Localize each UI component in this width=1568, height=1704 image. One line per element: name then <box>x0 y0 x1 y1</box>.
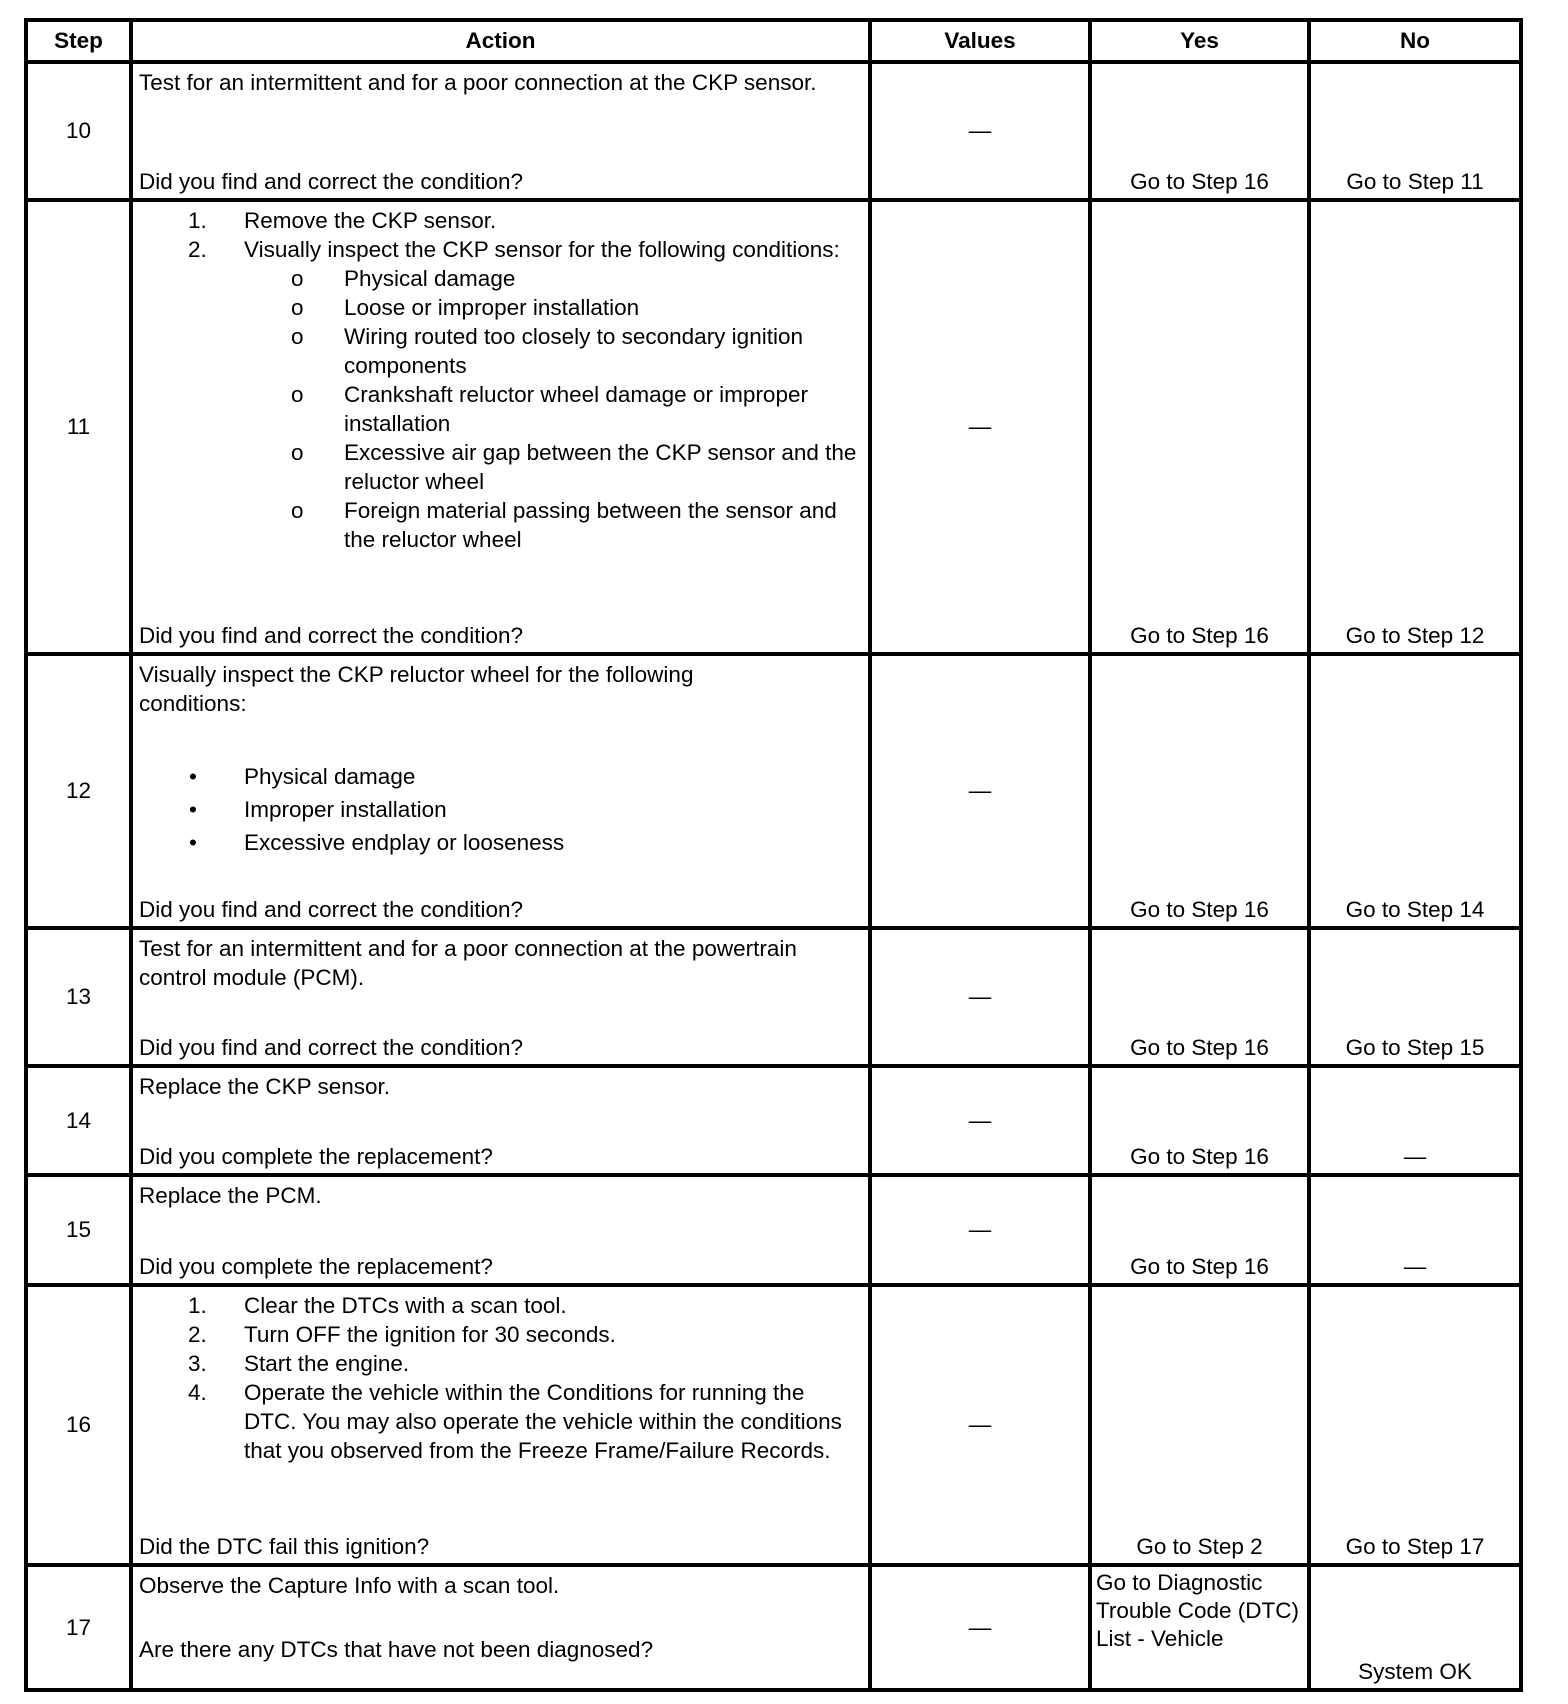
list-item: Start the engine. <box>244 1351 410 1376</box>
action-question: Did you complete the replacement? <box>139 1144 493 1169</box>
no-result: Go to Step 17 <box>1345 1534 1485 1559</box>
action-question: Are there any DTCs that have not been diagnosed? <box>139 1637 654 1662</box>
value: — <box>968 118 992 143</box>
header-no: No <box>1307 22 1519 60</box>
no-result: — <box>1403 1144 1427 1169</box>
yes-result: Go to Step 16 <box>1130 1254 1269 1279</box>
value: — <box>968 1614 992 1640</box>
value: — <box>968 778 992 803</box>
table-row <box>28 60 1519 198</box>
sub-list-item: Excessive air gap between the CKP sensor and the reluctor wheel <box>344 440 857 494</box>
yes-result: Go to Step 16 <box>1130 623 1269 648</box>
list-item: Excessive endplay or looseness <box>244 830 565 855</box>
action-question: Did you find and correct the condition? <box>139 623 523 648</box>
sub-list-item: Physical damage <box>344 266 516 291</box>
table-row <box>28 1563 1519 1688</box>
list-marker: 2. <box>188 237 207 262</box>
list-item: Improper installation <box>244 797 447 822</box>
header-values: Values <box>868 22 1088 60</box>
bullet-icon: • <box>189 764 197 789</box>
list-marker: 1. <box>188 1293 207 1318</box>
header-step: Step <box>54 28 103 53</box>
circle-bullet-icon: o <box>291 498 304 523</box>
no-result: Go to Step 12 <box>1345 623 1485 648</box>
list-marker: 3. <box>188 1351 207 1376</box>
action-text: Test for an intermittent and for a poor connection at the powertrain control module (PCM). <box>139 936 797 990</box>
value: — <box>968 1217 992 1242</box>
header-yes: Yes <box>1088 22 1307 60</box>
yes-result: Go to Step 16 <box>1130 169 1269 194</box>
no-result: — <box>1403 1254 1427 1279</box>
action-text: Test for an intermittent and for a poor connection at the CKP sensor. <box>139 70 817 95</box>
list-marker: 1. <box>188 208 207 233</box>
no-result: Go to Step 15 <box>1345 1035 1485 1060</box>
circle-bullet-icon: o <box>291 382 304 407</box>
step-number: 15 <box>65 1217 92 1242</box>
table-row <box>28 1173 1519 1283</box>
circle-bullet-icon: o <box>291 266 304 291</box>
sub-list-item: Loose or improper installation <box>344 295 640 320</box>
step-number: 12 <box>65 778 92 803</box>
list-marker: 2. <box>188 1322 207 1347</box>
list-item: Visually inspect the CKP sensor for the following conditions: <box>244 237 840 262</box>
list-item: Remove the CKP sensor. <box>244 208 497 233</box>
sub-list-item: Foreign material passing between the sensor and the reluctor wheel <box>344 498 837 552</box>
action-question: Did you complete the replacement? <box>139 1254 493 1279</box>
step-number: 10 <box>65 118 92 143</box>
action-text: Observe the Capture Info with a scan tool. <box>139 1573 560 1598</box>
list-item: Operate the vehicle within the Conditions for running the DTC. You may also operate the vehicle within the conditions that you observed from the Freeze Frame/Failure Records. <box>244 1380 842 1463</box>
sub-list-item: Crankshaft reluctor wheel damage or improper installation <box>344 382 808 436</box>
circle-bullet-icon: o <box>291 295 304 320</box>
step-number: 14 <box>65 1107 92 1133</box>
step-number: 13 <box>65 984 92 1009</box>
action-text: Replace the PCM. <box>139 1183 322 1208</box>
action-list <box>139 206 862 554</box>
yes-result: Go to Step 16 <box>1130 1035 1269 1060</box>
sub-list-item: Wiring routed too closely to secondary ignition components <box>344 324 803 378</box>
action-list <box>139 1291 862 1465</box>
yes-result: Go to Step 16 <box>1130 1144 1269 1169</box>
list-item: Clear the DTCs with a scan tool. <box>244 1293 567 1318</box>
list-item: Physical damage <box>244 764 416 789</box>
table-row <box>28 198 1519 652</box>
value: — <box>968 414 992 439</box>
list-item: Turn OFF the ignition for 30 seconds. <box>244 1322 616 1347</box>
circle-bullet-icon: o <box>291 440 304 465</box>
bullet-icon: • <box>189 797 197 822</box>
circle-bullet-icon: o <box>291 324 304 349</box>
no-result: Go to Step 11 <box>1346 169 1484 194</box>
action-question: Did the DTC fail this ignition? <box>139 1534 430 1559</box>
action-question: Did you find and correct the condition? <box>139 169 523 194</box>
yes-result: Go to Step 16 <box>1130 897 1269 922</box>
no-result: System OK <box>1358 1659 1472 1684</box>
action-question: Did you find and correct the condition? <box>139 897 523 922</box>
header-row <box>28 22 1519 60</box>
action-text: Replace the CKP sensor. <box>139 1074 390 1099</box>
table-row <box>28 926 1519 1064</box>
step-number: 17 <box>65 1614 92 1640</box>
list-marker: 4. <box>188 1380 207 1405</box>
header-action: Action <box>129 22 868 60</box>
no-result: Go to Step 14 <box>1345 897 1485 922</box>
value: — <box>968 1107 992 1133</box>
table-row <box>28 652 1519 926</box>
action-question: Did you find and correct the condition? <box>139 1035 523 1060</box>
step-number: 16 <box>65 1412 92 1437</box>
action-text: Visually inspect the CKP reluctor wheel for the following conditions: <box>139 662 694 716</box>
value: — <box>968 984 992 1009</box>
yes-result-link[interactable]: Go to Diagnostic Trouble Code (DTC) List - Vehicle <box>1096 1570 1299 1651</box>
value: — <box>968 1412 992 1437</box>
table-row <box>28 1064 1519 1173</box>
table-row <box>28 1283 1519 1563</box>
yes-result: Go to Step 2 <box>1136 1534 1263 1559</box>
bullet-icon: • <box>189 830 197 855</box>
step-number: 11 <box>66 414 91 439</box>
diagnostic-table <box>24 18 1523 1692</box>
